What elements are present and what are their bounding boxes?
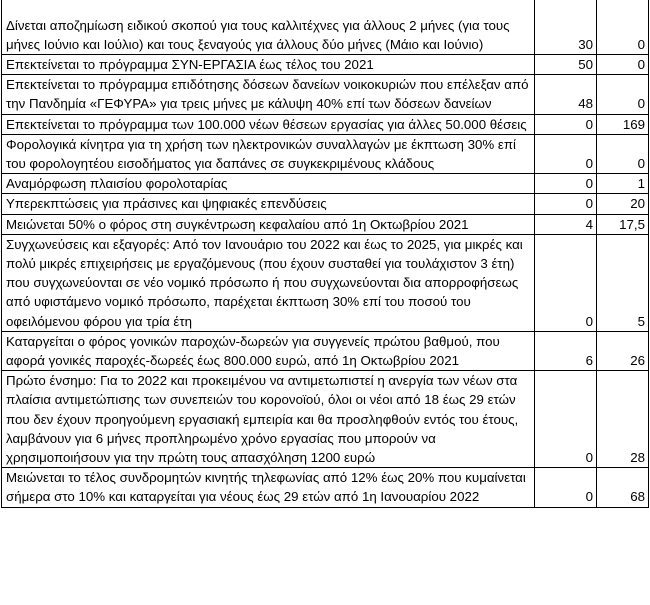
row-value-2022: 169 <box>597 114 649 134</box>
row-description: Υπερεκπτώσεις για πράσινες και ψηφιακές επενδύσεις <box>2 194 535 214</box>
row-value-2022: 0 <box>597 75 649 114</box>
table-row <box>2 134 649 173</box>
table-row <box>2 214 649 234</box>
row-description: Πρώτο ένσημο: Για το 2022 και προκειμένου να αντιμετωπιστεί η ανεργία των νέων στα πλαίσια αντιμετώπισης των συνεπειών του κορονοϊού, όλοι οι νέοι από 18 έως 29 ετών που δεν έχουν προηγούμενη εργασιακή εμπειρία και θα προσληφθούν εντός του έτους, λαμβάνουν για 6 μήνες προπληρωμένο χρόνο εργασίας που μπορούν να χρησιμοποιήσουν για την πρώτη τους απασχόληση 1200 ευρώ <box>2 371 535 468</box>
row-value-2021: 30 <box>535 0 597 55</box>
table-row <box>2 55 649 75</box>
table-row <box>2 174 649 194</box>
row-description: Μειώνεται το τέλος συνδρομητών κινητής τηλεφωνίας από 12% έως 20% που κυμαίνεται σήμερα στο 10% και καταργείται για νέους έως 29 ετών από 1η Ιανουαρίου 2022 <box>2 468 535 507</box>
row-value-2021: 0 <box>535 174 597 194</box>
table-row <box>2 234 649 331</box>
table-row <box>2 371 649 468</box>
row-description: Συγχωνεύσεις και εξαγορές: Από τον Ιανουάριο του 2022 και έως το 2025, για μικρές και πολύ μικρές επιχειρήσεις με εργαζόμενους (που έχουν συσταθεί για τουλάχιστον 3 έτη) που συγχωνεύονται σε νέο νομικό πρόσωπο ή που συγχωνεύονται δια απορροφήσεως από υφιστάμενο νομικό πρόσωπο, παρέχεται έκπτωση 30% επί του ποσού του οφειλόμενου φόρου για τρία έτη <box>2 234 535 331</box>
row-value-2022: 0 <box>597 134 649 173</box>
table-row <box>2 0 649 55</box>
row-value-2021: 0 <box>535 371 597 468</box>
row-value-2021: 6 <box>535 331 597 370</box>
row-description: Καταργείται ο φόρος γονικών παροχών-δωρεών για συγγενείς πρώτου βαθμού, που αφορά γονικές παροχές-δωρεές έως 800.000 ευρώ, από 1η Οκτωβρίου 2021 <box>2 331 535 370</box>
measures-table <box>1 0 649 508</box>
row-value-2021: 0 <box>535 114 597 134</box>
table-row <box>2 75 649 114</box>
row-description: Δίνεται αποζημίωση ειδικού σκοπού για τους καλλιτέχνες για άλλους 2 μήνες (για τους μήνες Ιούνιο και Ιούλιο) και τους ξεναγούς για άλλους δύο μήνες (Μάιο και Ιούνιο) <box>2 0 535 55</box>
row-description: Αναμόρφωση πλαισίου φορολοταρίας <box>2 174 535 194</box>
row-value-2021: 0 <box>535 194 597 214</box>
row-value-2021: 4 <box>535 214 597 234</box>
row-value-2022: 68 <box>597 468 649 507</box>
row-description: Επεκτείνεται το πρόγραμμα των 100.000 νέων θέσεων εργασίας για άλλες 50.000 θέσεις <box>2 114 535 134</box>
row-value-2022: 0 <box>597 0 649 55</box>
row-description: Μειώνεται 50% ο φόρος στη συγκέντρωση κεφαλαίου από 1η Οκτωβρίου 2021 <box>2 214 535 234</box>
row-value-2021: 50 <box>535 55 597 75</box>
table-row <box>2 468 649 507</box>
row-description: Επεκτείνεται το πρόγραμμα ΣΥΝ-ΕΡΓΑΣΙΑ έως τέλος του 2021 <box>2 55 535 75</box>
row-value-2022: 1 <box>597 174 649 194</box>
row-value-2022: 28 <box>597 371 649 468</box>
table-row <box>2 114 649 134</box>
row-value-2022: 17,5 <box>597 214 649 234</box>
row-description: Επεκτείνεται το πρόγραμμα επιδότησης δόσεων δανείων νοικοκυριών που επέλεξαν από την Πανδημία «ΓΕΦΥΡΑ» για τρεις μήνες με κάλυψη 40% επί των δόσεων δανείων <box>2 75 535 114</box>
row-value-2022: 5 <box>597 234 649 331</box>
row-value-2021: 48 <box>535 75 597 114</box>
row-value-2022: 0 <box>597 55 649 75</box>
row-value-2021: 0 <box>535 234 597 331</box>
table-row <box>2 194 649 214</box>
table-row <box>2 331 649 370</box>
row-value-2021: 0 <box>535 134 597 173</box>
row-value-2022: 20 <box>597 194 649 214</box>
row-description: Φορολογικά κίνητρα για τη χρήση των ηλεκτρονικών συναλλαγών με έκπτωση 30% επί του φορολογητέου εισοδήματος για δαπάνες σε συγκεκριμένους κλάδους <box>2 134 535 173</box>
row-value-2021: 0 <box>535 468 597 507</box>
row-value-2022: 26 <box>597 331 649 370</box>
